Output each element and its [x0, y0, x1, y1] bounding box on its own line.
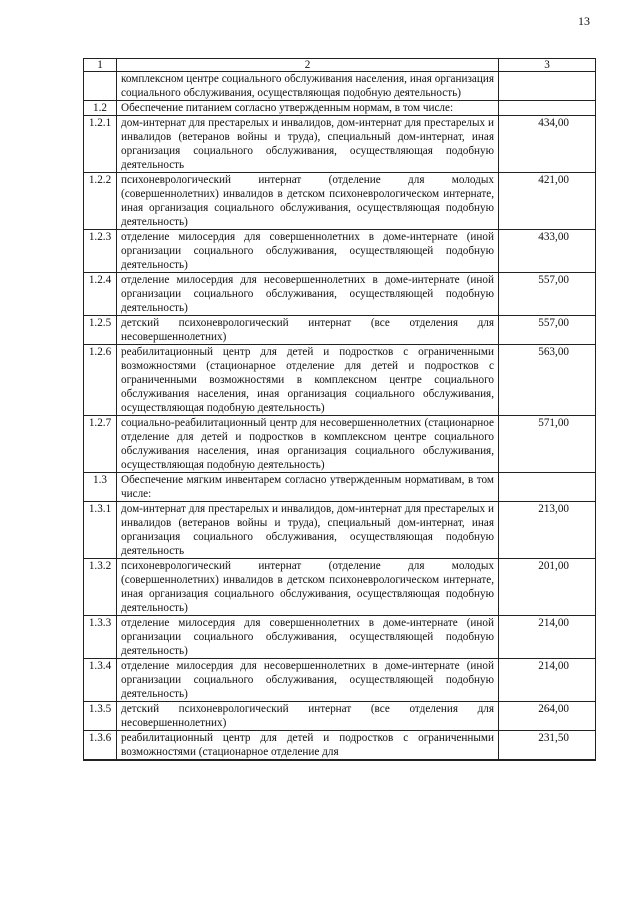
- row-value: [499, 473, 596, 502]
- row-description: комплексном центре социального обслуживания населения, иная организация социального обслуживания, осуществляющая подобную деятельность): [117, 72, 499, 101]
- row-value: 557,00: [499, 316, 596, 345]
- row-number: 1.2.1: [84, 116, 117, 173]
- row-value: [499, 72, 596, 101]
- row-value: 214,00: [499, 659, 596, 702]
- header-col-2: 2: [117, 59, 499, 72]
- row-description: Обеспечение мягким инвентарем согласно утвержденным нормативам, в том числе:: [117, 473, 499, 502]
- row-description: детский психоневрологический интернат (все отделения для несовершеннолетних): [117, 702, 499, 731]
- row-number: [84, 72, 117, 101]
- row-number: 1.3.1: [84, 502, 117, 559]
- row-number: 1.3: [84, 473, 117, 502]
- row-description: отделение милосердия для несовершеннолетних в доме-интернате (иной организации социального обслуживания, осуществляющей подобную деятельность): [117, 273, 499, 316]
- table-row: [84, 731, 596, 760]
- table-row: [84, 473, 596, 502]
- row-number: 1.2.3: [84, 230, 117, 273]
- table-row: [84, 345, 596, 416]
- table-row: [84, 760, 596, 761]
- row-value: 563,00: [499, 345, 596, 416]
- table-header-row: [84, 59, 596, 72]
- row-description: психоневрологический интернат (отделение для молодых (совершеннолетних) инвалидов в детском психоневрологическом интернате, иная организация социального обслуживания, осуществляющая подобную деятельность): [117, 173, 499, 230]
- table-row: [84, 101, 596, 116]
- row-description: детский психоневрологический интернат (все отделения для несовершеннолетних): [117, 316, 499, 345]
- row-description: дом-интернат для престарелых и инвалидов, дом-интернат для престарелых и инвалидов (ветеранов войны и труда), специальный дом-интернат, иная организация социального обслуживания, осуществляющая подобную деятельность: [117, 502, 499, 559]
- page-number: 13: [578, 14, 590, 28]
- row-number: 1.3.5: [84, 702, 117, 731]
- table-row: [84, 173, 596, 230]
- row-number: 1.3.3: [84, 616, 117, 659]
- row-value: 433,00: [499, 230, 596, 273]
- row-description: [117, 760, 499, 761]
- table-row: [84, 616, 596, 659]
- table-row: [84, 702, 596, 731]
- row-description: реабилитационный центр для детей и подростков с ограниченными возможностями (стационарное отделение для детей и подростков с ограниченными возможностями в комплексном центре социального обслуживания населения, иная организация социального обслуживания, осуществляющая подобную деятельность): [117, 345, 499, 416]
- row-number: 1.2: [84, 101, 117, 116]
- row-number: 1.2.6: [84, 345, 117, 416]
- row-value: 264,00: [499, 702, 596, 731]
- row-value: 231,50: [499, 731, 596, 760]
- table-row: [84, 316, 596, 345]
- table-row: [84, 72, 596, 101]
- row-number: [84, 760, 117, 761]
- table-row: [84, 273, 596, 316]
- row-number: 1.2.7: [84, 416, 117, 473]
- row-value: [499, 760, 596, 761]
- row-description: реабилитационный центр для детей и подростков с ограниченными возможностями (стационарное отделение для: [117, 731, 499, 760]
- row-description: психоневрологический интернат (отделение для молодых (совершеннолетних) инвалидов в детском психоневрологическом интернате, иная организация социального обслуживания, осуществляющая подобную деятельность): [117, 559, 499, 616]
- row-description: социально-реабилитационный центр для несовершеннолетних (стационарное отделение для детей и подростков в комплексном центре социального обслуживания населения, иная организация социального обслуживания, осуществляющая подобную деятельность): [117, 416, 499, 473]
- row-number: 1.2.5: [84, 316, 117, 345]
- row-description: отделение милосердия для совершеннолетних в доме-интернате (иной организации социального обслуживания, осуществляющей подобную деятельность): [117, 230, 499, 273]
- row-description: дом-интернат для престарелых и инвалидов, дом-интернат для престарелых и инвалидов (ветеранов войны и труда), специальный дом-интернат, иная организация социального обслуживания, осуществляющая подобную деятельность: [117, 116, 499, 173]
- header-col-3: 3: [499, 59, 596, 72]
- row-number: 1.3.2: [84, 559, 117, 616]
- table-row: [84, 559, 596, 616]
- tariff-table: [83, 58, 596, 761]
- row-number: 1.3.4: [84, 659, 117, 702]
- row-value: [499, 101, 596, 116]
- row-value: 201,00: [499, 559, 596, 616]
- row-description: отделение милосердия для совершеннолетних в доме-интернате (иной организации социального обслуживания, осуществляющей подобную деятельность): [117, 616, 499, 659]
- row-description: Обеспечение питанием согласно утвержденным нормам, в том числе:: [117, 101, 499, 116]
- table-row: [84, 659, 596, 702]
- row-value: 557,00: [499, 273, 596, 316]
- row-description: отделение милосердия для несовершеннолетних в доме-интернате (иной организации социального обслуживания, осуществляющей подобную деятельность): [117, 659, 499, 702]
- row-value: 571,00: [499, 416, 596, 473]
- row-value: 213,00: [499, 502, 596, 559]
- row-number: 1.2.4: [84, 273, 117, 316]
- row-value: 434,00: [499, 116, 596, 173]
- row-value: 214,00: [499, 616, 596, 659]
- table-row: [84, 116, 596, 173]
- table-row: [84, 502, 596, 559]
- row-number: 1.3.6: [84, 731, 117, 760]
- table-row: [84, 230, 596, 273]
- row-number: 1.2.2: [84, 173, 117, 230]
- header-col-1: 1: [84, 59, 117, 72]
- table-row: [84, 416, 596, 473]
- row-value: 421,00: [499, 173, 596, 230]
